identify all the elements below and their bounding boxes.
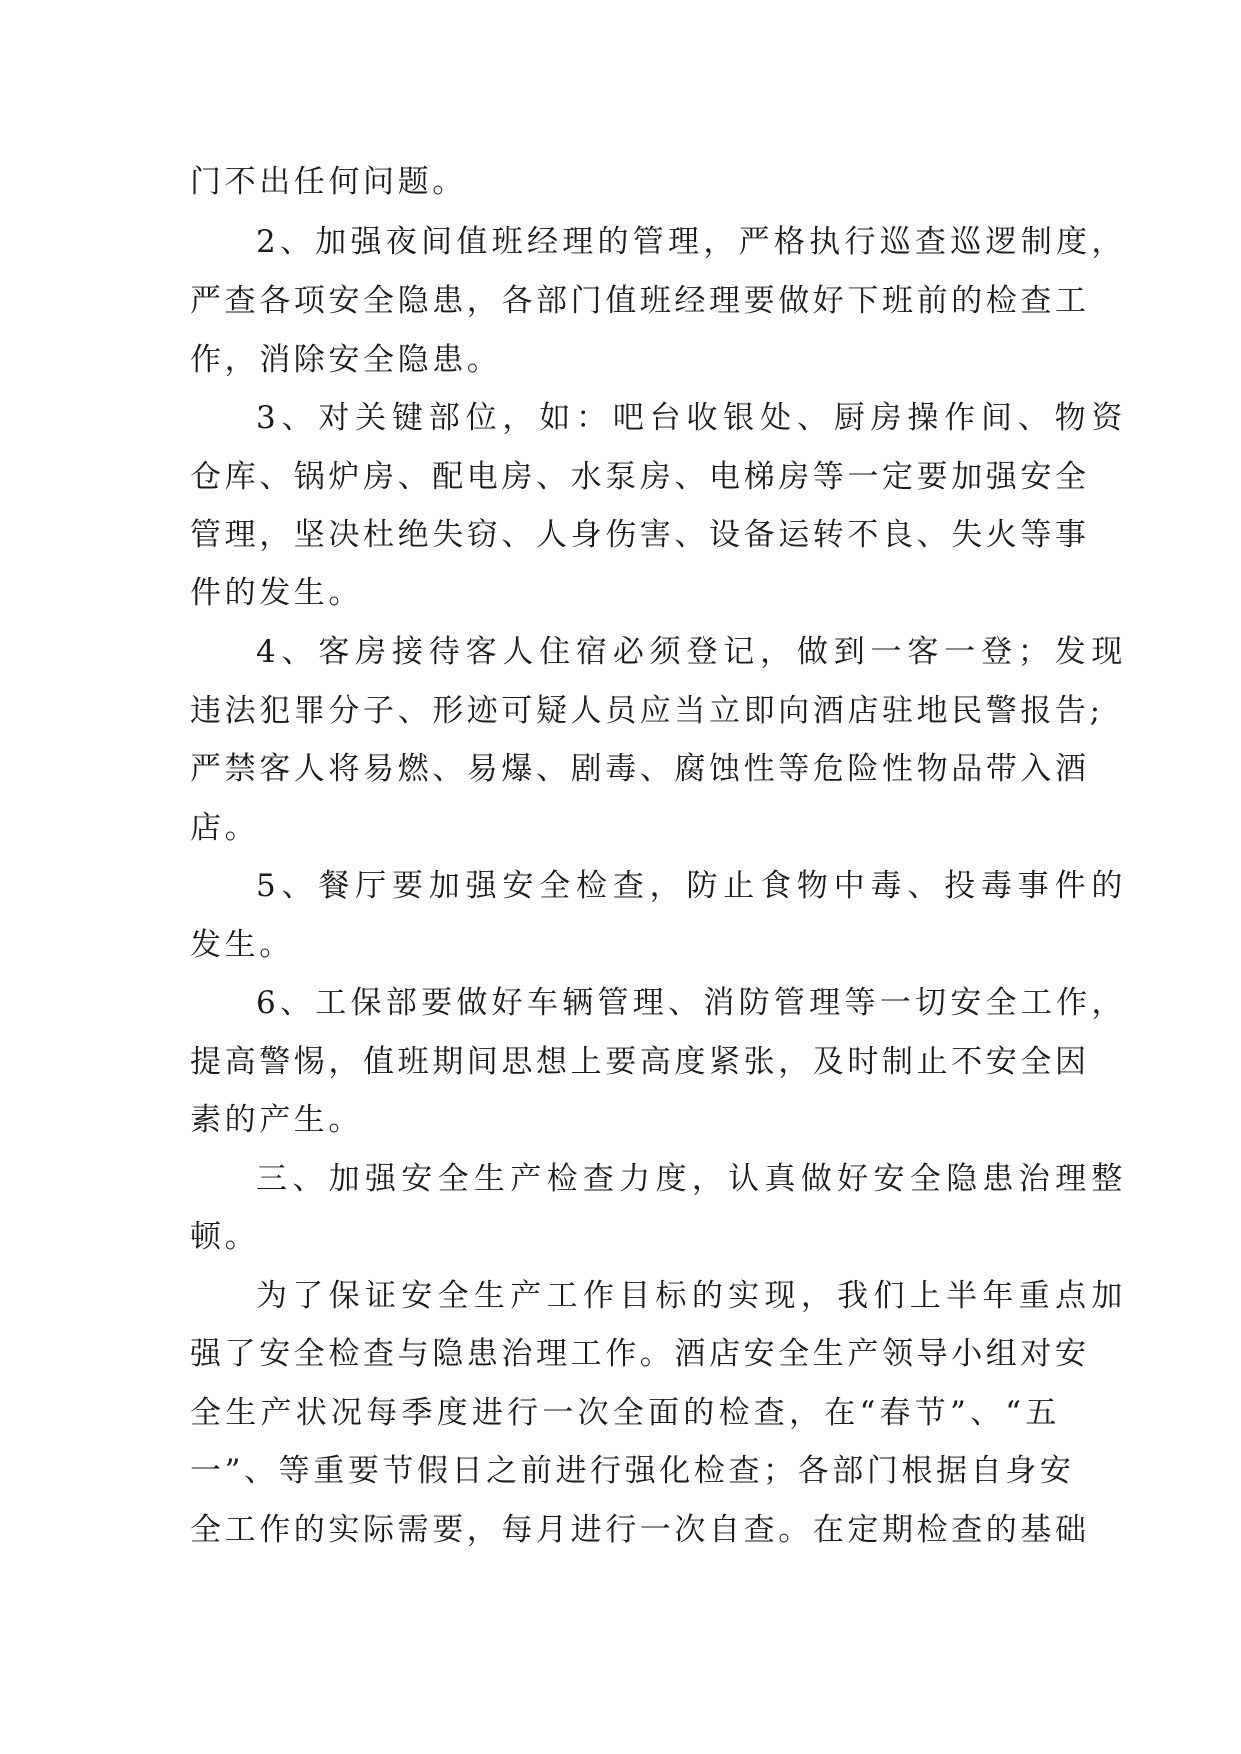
- body-text-line: 4、客房接待客人住宿必须登记，做到一客一登；发现: [256, 634, 1126, 670]
- body-text-line: 3、对关键部位，如：吧台收银处、厨房操作间、物资: [256, 400, 1126, 436]
- section-heading-line: 顿。: [190, 1219, 260, 1255]
- body-text-line: 提高警惕，值班期间思想上要高度紧张，及时制止不安全因: [190, 1044, 1090, 1080]
- body-text-line: 5、餐厅要加强安全检查，防止食物中毒、投毒事件的: [256, 868, 1126, 904]
- body-text-line: 违法犯罪分子、形迹可疑人员应当立即向酒店驻地民警报告;: [190, 693, 1104, 729]
- body-text-line: 严查各项安全隐患，各部门值班经理要做好下班前的检查工: [190, 283, 1090, 319]
- body-text-line: 6、工保部要做好车辆管理、消防管理等一切安全工作，: [256, 985, 1126, 1021]
- body-text-line: 发生。: [190, 927, 294, 963]
- body-text-line: 严禁客人将易燃、易爆、剧毒、腐蚀性等危险性物品带入酒: [190, 751, 1090, 787]
- body-text-line: 2、加强夜间值班经理的管理，严格执行巡查巡逻制度，: [256, 224, 1126, 260]
- body-text-line: 一”、等重要节假日之前进行强化检查；各部门根据自身安: [190, 1453, 1075, 1489]
- body-text-line: 作，消除安全隐患。: [190, 342, 502, 378]
- body-text-line: 强了安全检查与隐患治理工作。酒店安全生产领导小组对安: [190, 1336, 1090, 1372]
- body-text-line: 为了保证安全生产工作目标的实现，我们上半年重点加: [256, 1278, 1126, 1314]
- section-heading-line: 三、加强安全生产检查力度，认真做好安全隐患治理整: [256, 1161, 1126, 1197]
- body-text-line: 素的产生。: [190, 1102, 363, 1138]
- body-text-line: 全工作的实际需要，每月进行一次自查。在定期检查的基础: [190, 1512, 1090, 1548]
- body-text-line: 仓库、锅炉房、配电房、水泵房、电梯房等一定要加强安全: [190, 459, 1090, 495]
- body-text-line: 门不出任何问题。: [190, 164, 467, 200]
- body-text-line: 管理，坚决杜绝失窃、人身伤害、设备运转不良、失火等事: [190, 517, 1090, 553]
- body-text-line: 店。: [190, 810, 260, 846]
- body-text-line: 件的发生。: [190, 575, 363, 611]
- body-text-line: 全生产状况每季度进行一次全面的检查，在“春节”、“五: [190, 1395, 1060, 1431]
